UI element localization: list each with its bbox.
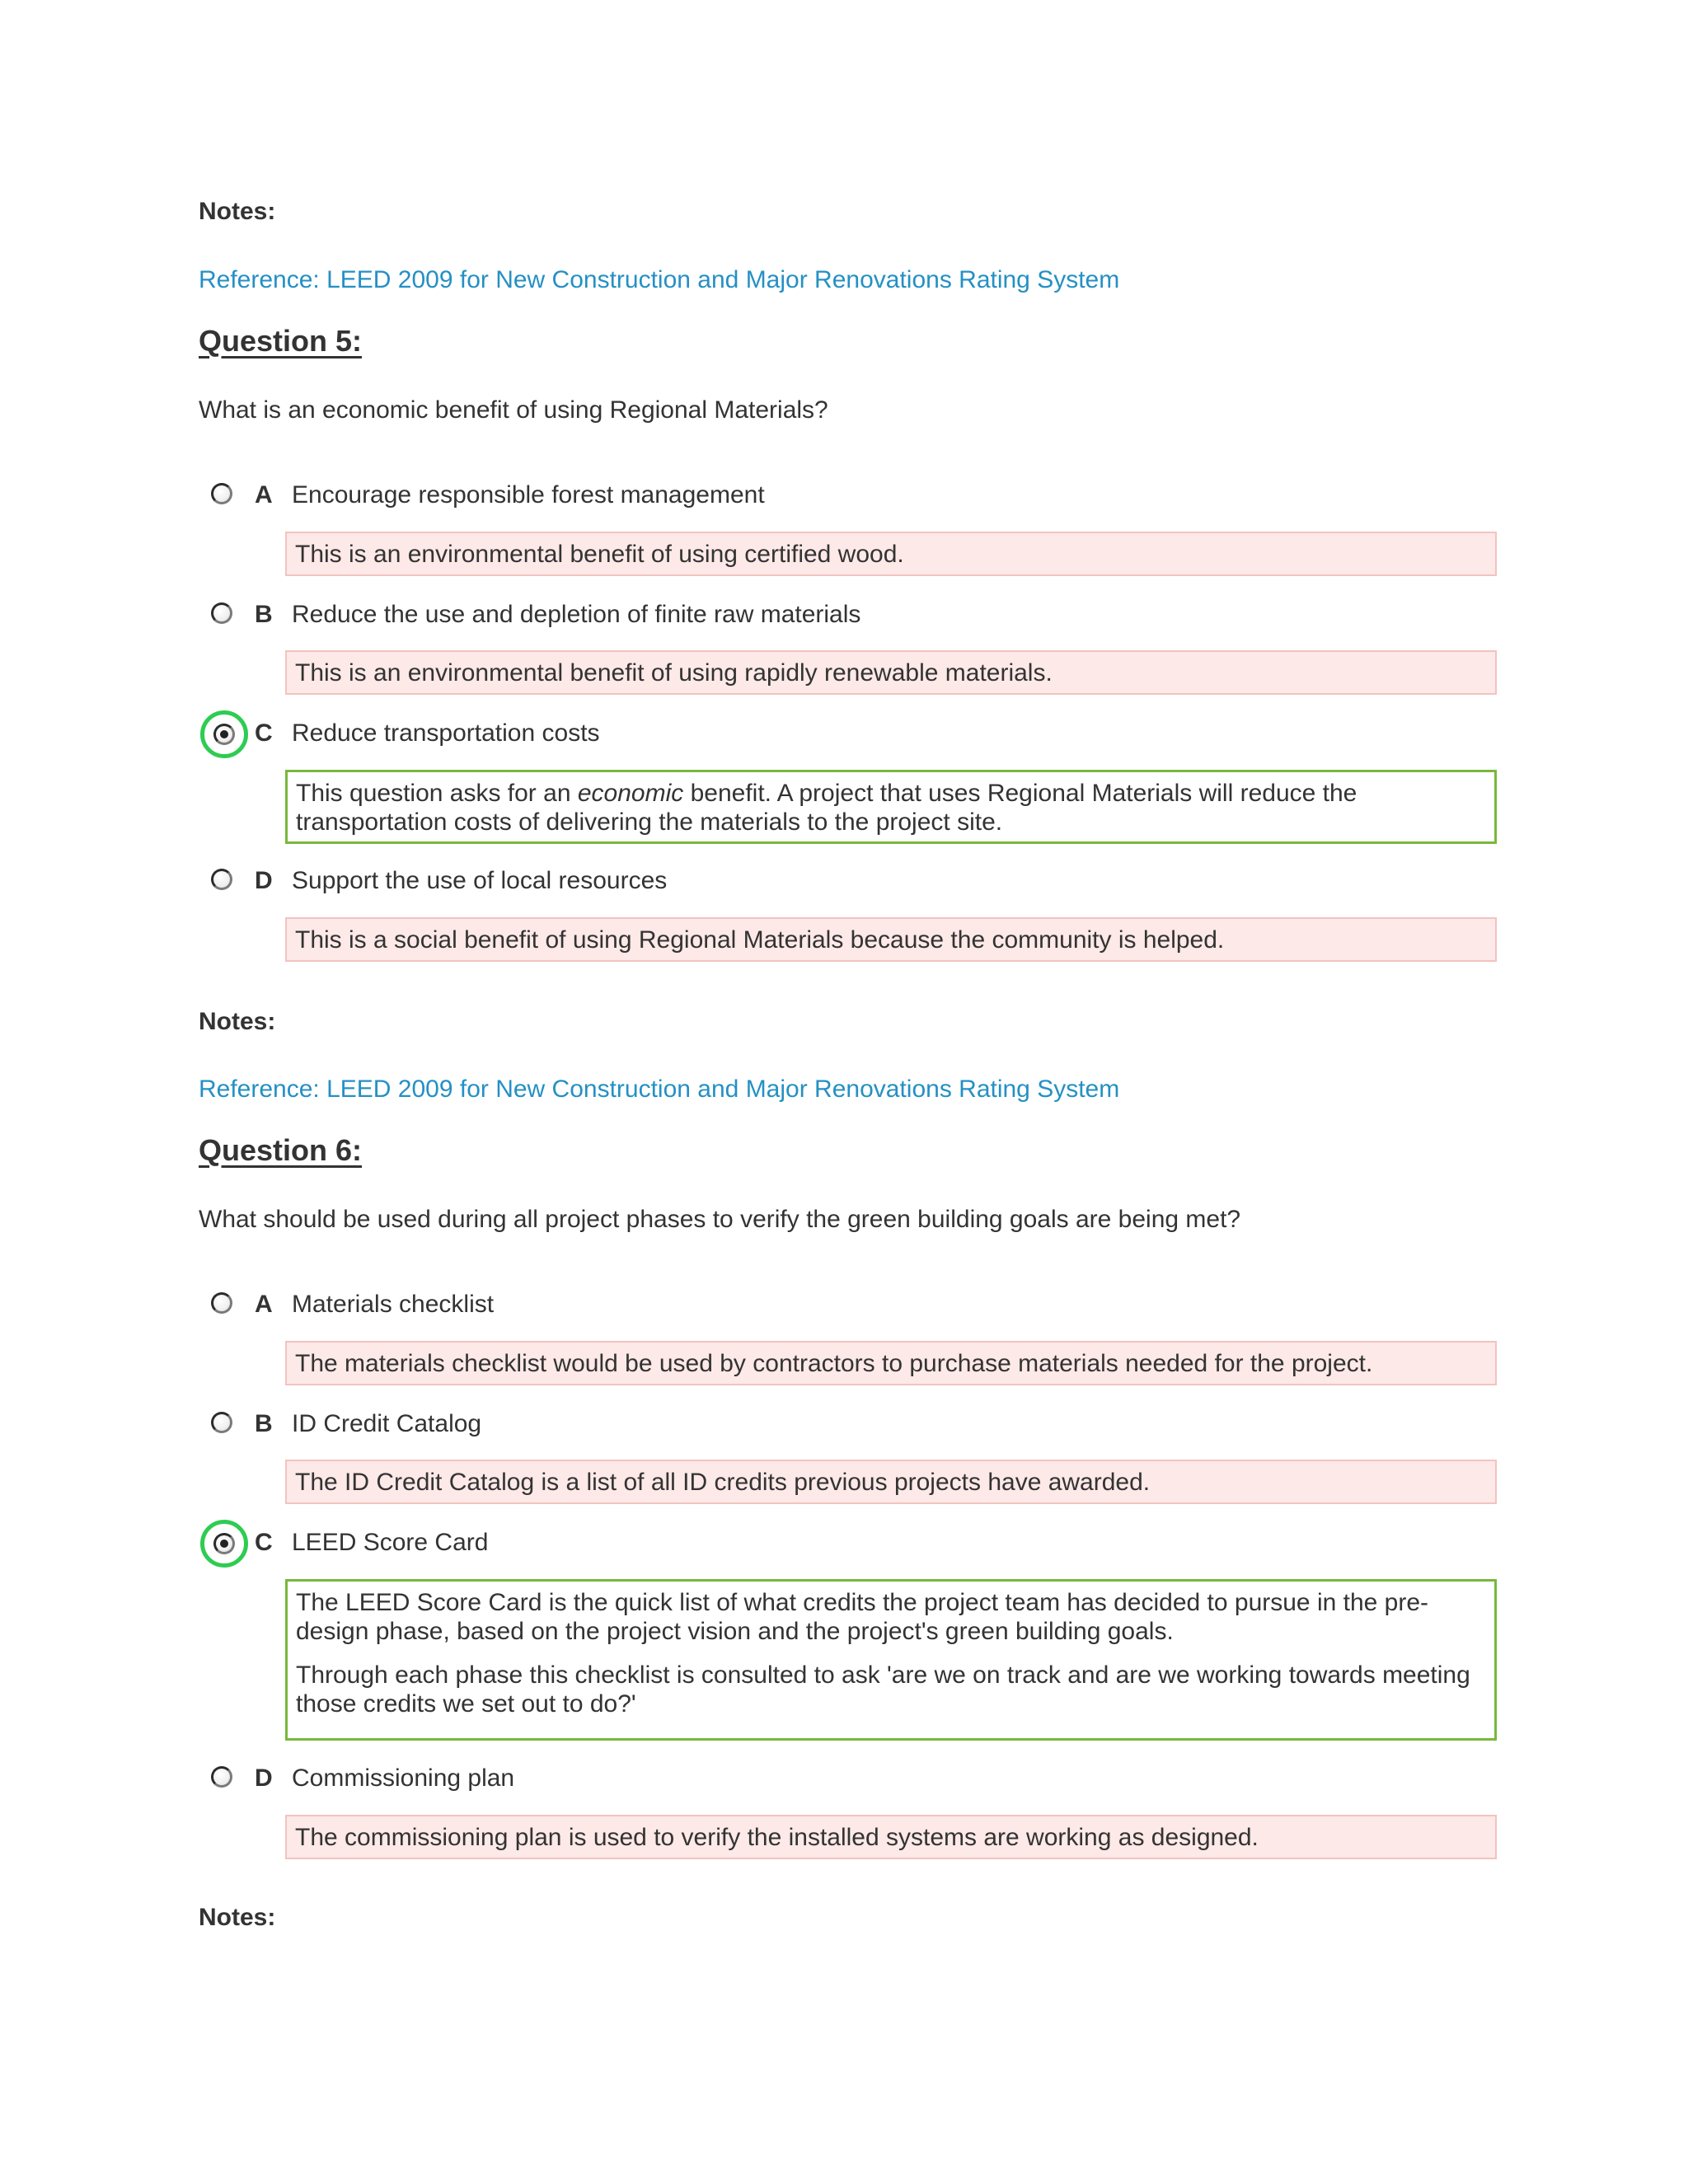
feedback-incorrect (285, 1341, 1497, 1385)
option-label[interactable]: Reduce transportation costs (292, 719, 600, 747)
feedback-text: This is an environmental benefit of using rapidly renewable materials. (295, 659, 1053, 687)
feedback-text (296, 779, 1486, 837)
feedback-incorrect (285, 917, 1497, 962)
option-letter: A (255, 481, 273, 509)
radio-option-d[interactable] (211, 1766, 232, 1788)
feedback-incorrect (285, 1815, 1497, 1859)
feedback-text-start: This question asks for an (296, 780, 578, 807)
question-title: Question 6: (199, 1133, 363, 1167)
radio-option-b[interactable] (211, 1412, 232, 1433)
reference-link[interactable]: Reference: LEED 2009 for New Construction and Major Renovations Rating System (199, 1076, 1120, 1103)
feedback-text: The materials checklist would be used by contractors to purchase materials needed for the project. (295, 1350, 1373, 1377)
notes-label: Notes: (199, 198, 276, 225)
feedback-text: This is an environmental benefit of using certified wood. (295, 541, 904, 568)
option-label[interactable]: LEED Score Card (292, 1529, 489, 1556)
feedback-correct (285, 1579, 1497, 1741)
radio-option-c[interactable] (213, 724, 235, 745)
feedback-emphasis: economic (577, 780, 684, 807)
option-label[interactable]: Materials checklist (292, 1291, 495, 1318)
question-text: What is an economic benefit of using Regional Materials? (199, 396, 828, 424)
option-label[interactable]: Reduce the use and depletion of finite raw materials (292, 601, 861, 628)
question-title: Question 5: (199, 324, 363, 358)
feedback-text-end: benefit. A project that uses Regional Materials will reduce the transportation costs of delivering the materials to the project site. (296, 780, 1357, 836)
radio-option-b[interactable] (211, 602, 232, 624)
feedback-incorrect (285, 1460, 1497, 1504)
option-label[interactable]: Encourage responsible forest management (292, 481, 765, 509)
feedback-correct (285, 770, 1497, 844)
feedback-text: Through each phase this checklist is consulted to ask 'are we on track and are we working towards meeting those credits we set out to do?' (296, 1661, 1470, 1718)
option-letter: B (255, 1410, 273, 1437)
feedback-text: The LEED Score Card is the quick list of what credits the project team has decided to pursue in the pre-design phase, based on the project vision and the project's green building goals. (296, 1589, 1429, 1645)
option-letter: D (255, 867, 273, 894)
feedback-text: The commissioning plan is used to verify the installed systems are working as designed. (295, 1824, 1259, 1851)
radio-option-d[interactable] (211, 869, 232, 890)
option-letter: D (255, 1765, 273, 1792)
feedback-incorrect (285, 532, 1497, 576)
feedback-incorrect (285, 650, 1497, 695)
feedback-text: This is a social benefit of using Regional Materials because the community is helped. (295, 926, 1225, 954)
option-letter: B (255, 601, 273, 628)
question-text: What should be used during all project phases to verify the green building goals are being met? (199, 1206, 1241, 1233)
option-label[interactable]: Commissioning plan (292, 1765, 515, 1792)
radio-option-a[interactable] (211, 1292, 232, 1314)
notes-label: Notes: (199, 1904, 276, 1931)
option-letter: C (255, 719, 273, 747)
option-letter: A (255, 1291, 273, 1318)
radio-option-c[interactable] (213, 1533, 235, 1554)
option-label[interactable]: ID Credit Catalog (292, 1410, 482, 1437)
feedback-text: The ID Credit Catalog is a list of all ID credits previous projects have awarded. (295, 1469, 1151, 1496)
option-letter: C (255, 1529, 273, 1556)
reference-link[interactable]: Reference: LEED 2009 for New Construction and Major Renovations Rating System (199, 266, 1120, 293)
radio-option-a[interactable] (211, 483, 232, 504)
option-label[interactable]: Support the use of local resources (292, 867, 668, 894)
notes-label: Notes: (199, 1008, 276, 1035)
